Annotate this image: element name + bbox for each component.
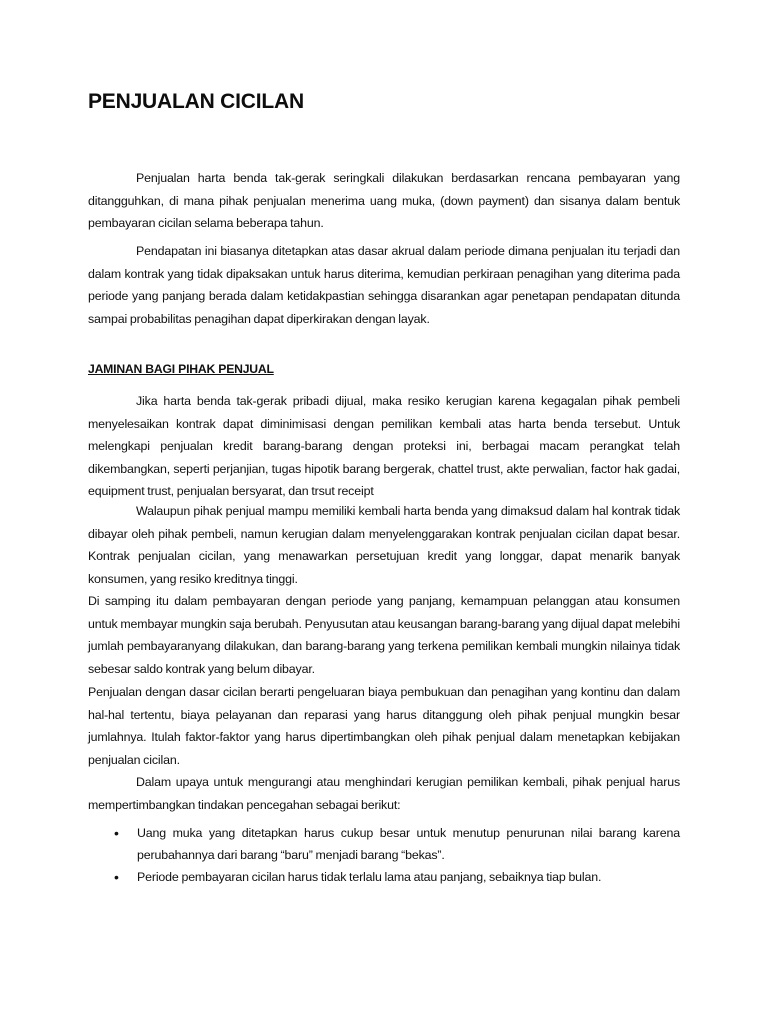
section-paragraph-5: Dalam upaya untuk mengurangi atau menghindari kerugian pemilikan kembali, pihak penjual harus mempertimbangkan tindakan pencegahan sebagai berikut:: [88, 775, 680, 812]
intro-paragraph-1: Penjualan harta benda tak-gerak seringkali dilakukan berdasarkan rencana pembayaran yang ditangguhkan, di mana pihak penjualan menerima uang muka, (down payment) dan sisanya dalam bentuk pembayaran cicilan selama beberapa tahun.: [88, 171, 680, 230]
section-heading: JAMINAN BAGI PIHAK PENJUAL: [88, 362, 274, 376]
section-paragraph-2: Walaupun pihak penjual mampu memiliki kembali harta benda yang dimaksud dalam hal kontrak tidak dibayar oleh pihak pembeli, namun kerugian dalam menyelenggarakan kontrak penjualan cicilan dapat besar. Kontrak penjualan cicilan, yang menawarkan persetujuan kredit yang longgar, dapat menarik banyak konsumen, yang resiko kreditnya tinggi.: [88, 504, 680, 586]
section-paragraph-3: Di samping itu dalam pembayaran dengan periode yang panjang, kemampuan pelanggan atau konsumen untuk membayar mungkin saja berubah. Penyusutan atau keusangan barang-barang yang dijual dapat melebihi jumlah pembayaranyang dilakukan, dan barang-barang yang terkena pemilikan kembali mungkin nilainya tidak sebesar saldo kontrak yang belum dibayar.: [88, 594, 680, 676]
precaution-list: [88, 822, 680, 888]
list-item: [88, 822, 680, 866]
list-item-text: Periode pembayaran cicilan harus tidak terlalu lama atau panjang, sebaiknya tiap bulan.: [137, 870, 602, 884]
section-paragraph-4: Penjualan dengan dasar cicilan berarti pengeluaran biaya pembukuan dan penagihan yang kontinu dan dalam hal-hal tertentu, biaya pelayanan dan reparasi yang harus ditanggung oleh pihak penjual mungkin besar jumlahnya. Itulah faktor-faktor yang harus dipertimbangkan oleh pihak penjual dalam menetapkan kebijakan penjualan cicilan.: [88, 685, 680, 767]
bullet-icon: •: [114, 869, 119, 885]
list-item-text: Uang muka yang ditetapkan harus cukup besar untuk menutup penurunan nilai barang karena perubahannya dari barang “baru” menjadi barang “bekas”.: [137, 826, 680, 862]
page-title: PENJUALAN CICILAN: [88, 90, 304, 113]
bullet-icon: •: [114, 825, 119, 841]
list-item: [88, 866, 680, 888]
intro-paragraph-2: Pendapatan ini biasanya ditetapkan atas dasar akrual dalam periode dimana penjualan itu terjadi dan dalam kontrak yang tidak dipaksakan untuk harus diterima, kemudian perkiraan penagihan yang diterima pada periode yang panjang berada dalam ketidakpastian sehingga disarankan agar penetapan pendapatan ditunda sampai probabilitas penagihan dapat diperkirakan dengan layak.: [88, 244, 680, 326]
section-paragraph-1: Jika harta benda tak-gerak pribadi dijual, maka resiko kerugian karena kegagalan pihak pembeli menyelesaikan kontrak dapat diminimisasi dengan pemilikan kembali atas harta benda tersebut. Untuk melengkapi penjualan kredit barang-barang dengan proteksi ini, berbagai macam perangkat telah dikembangkan, seperti perjanjian, tugas hipotik barang bergerak, chattel trust, akte perwalian, factor hak gadai, equipment trust, penjualan bersyarat, dan trsut receipt: [88, 394, 680, 498]
